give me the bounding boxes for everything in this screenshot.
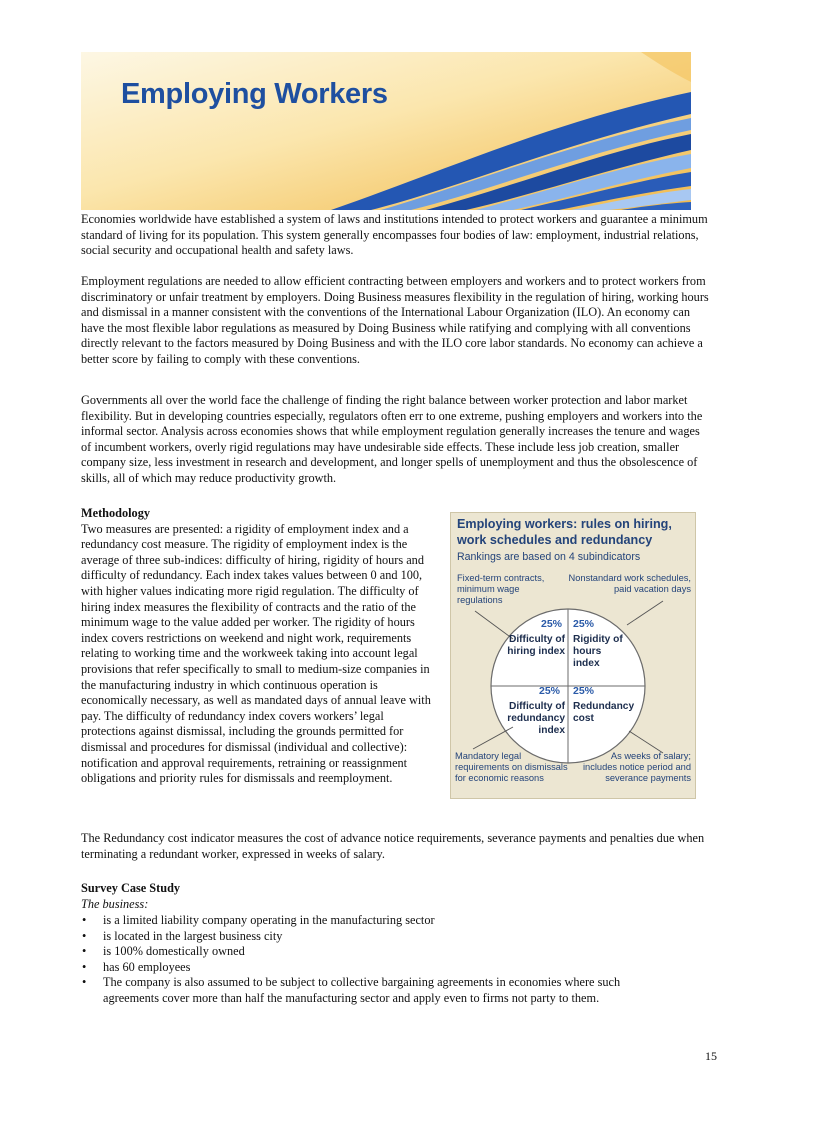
banner-title: Employing Workers bbox=[121, 78, 388, 110]
redundancy-paragraph bbox=[81, 831, 709, 862]
methodology-heading: Methodology bbox=[81, 506, 150, 520]
methodology-section bbox=[81, 506, 441, 787]
page-number: 15 bbox=[705, 1049, 717, 1063]
figure-pct-cost: 25% bbox=[573, 685, 595, 697]
survey-heading: Survey Case Study bbox=[81, 881, 181, 895]
survey-section bbox=[81, 881, 709, 912]
figure-name-cost: Redundancy cost bbox=[573, 701, 635, 724]
figure-pct-hiring: 25% bbox=[541, 618, 563, 630]
figure-pct-redundancy: 25% bbox=[539, 685, 561, 697]
intro-paragraph-1 bbox=[81, 212, 709, 259]
list-item: • is a limited liability company operating in the manufacturing sector bbox=[81, 913, 721, 929]
intro-paragraph-2 bbox=[81, 274, 709, 368]
figure-label-hiring: Fixed-term contracts, minimum wage regulations bbox=[457, 573, 545, 605]
list-item: • has 60 employees bbox=[81, 960, 721, 976]
intro-text-2: Employment regulations are needed to allow efficient contracting between employers and workers and to protect workers from discriminatory or unfair treatment by employers. Doing Business measures flexibility in the regulation of hiring, working hours and dismissal in a manner consistent with the conventions of the International Labour Organization (ILO). An economy can have the most flexible labor regulations as measured by Doing Business while ratifying and complying with all conventions directly relevant to the factors measured by Doing Business and with the ILO core labor standards. No economy can achieve a better score by failing to comply with these conventions. bbox=[81, 274, 709, 366]
list-item: • The company is also assumed to be subject to collective bargaining agreements in economies where such agreements cover more than half the manufacturing sector and apply even to firms not party to them. bbox=[81, 975, 721, 1006]
rankings-figure bbox=[450, 512, 696, 799]
methodology-body: Two measures are presented: a rigidity of employment index and a redundancy cost measure. The rigidity of employment index is the average of three sub-indices: difficulty of hiring, rigidity of hours and difficulty of redundancy. Each index takes values between 0 and 100, with higher values indicating more rigid regulation. The difficulty of hiring index measures the flexibility of contracts and the ratio of the minimum wage to the value added per worker. The rigidity of hours index covers restrictions on weekend and night work, requirements relating to working time and the workweek taking into account legal provisions that refer specifically to small to medium-size companies in the manufacturing industry in which continuous operation is economically necessary, as well as mandated days of annual leave with pay. The difficulty of redundancy index covers workers’ legal protections against dismissal, including the grounds permitted for dismissal and procedures for dismissal (individual and collective): notification and approval requirements, retraining or reassignment obligations and priority rules for dismissals and reemployment. bbox=[81, 521, 431, 786]
list-item: • is located in the largest business city bbox=[81, 929, 721, 945]
figure-label-dismissal: Mandatory legal requirements on dismissals for economic reasons bbox=[455, 751, 568, 783]
intro-paragraph-3 bbox=[81, 393, 709, 487]
figure-subtitle: Rankings are based on 4 subindicators bbox=[457, 551, 641, 563]
figure-label-salary: As weeks of salary; includes notice period and severance payments bbox=[582, 751, 691, 783]
header-banner bbox=[81, 52, 691, 210]
figure-label-hours: Nonstandard work schedules, paid vacation days bbox=[568, 573, 691, 594]
figure-title: Employing workers: rules on hiring, work schedules and redundancy bbox=[457, 517, 672, 547]
survey-list bbox=[81, 913, 721, 1007]
figure-name-hours: Rigidity of hours index bbox=[573, 634, 623, 669]
figure-name-redundancy: Difficulty of redundancy index bbox=[507, 701, 565, 736]
redundancy-text: The Redundancy cost indicator measures the cost of advance notice requirements, severance payments and penalties due when terminating a redundant worker, expressed in weeks of salary. bbox=[81, 831, 705, 861]
survey-subheading: The business: bbox=[81, 896, 149, 911]
figure-name-hiring: Difficulty of hiring index bbox=[507, 634, 565, 657]
figure-pct-hours: 25% bbox=[573, 618, 595, 630]
banner-graphic bbox=[81, 52, 691, 210]
intro-text-1: Economies worldwide have established a system of laws and institutions intended to protect workers and guarantee a minimum standard of living for its population. This system generally encompasses four bodies of law: employment, industrial relations, social security and occupational health and safety laws. bbox=[81, 212, 708, 258]
intro-text-3: Governments all over the world face the challenge of finding the right balance between worker protection and labor market flexibility. But in developing countries especially, regulators often err to one extreme, pushing employers and workers into the informal sector. Analysis across economies shows that while employment regulation generally increases the tenure and wages of incumbent workers, overly rigid regulations may have undesirable side effects. These include less job creation, smaller company size, less investment in research and development, and longer spells of unemployment and thus the obsolescence of skills, all of which may reduce productivity growth. bbox=[81, 393, 703, 485]
list-item: • is 100% domestically owned bbox=[81, 944, 721, 960]
